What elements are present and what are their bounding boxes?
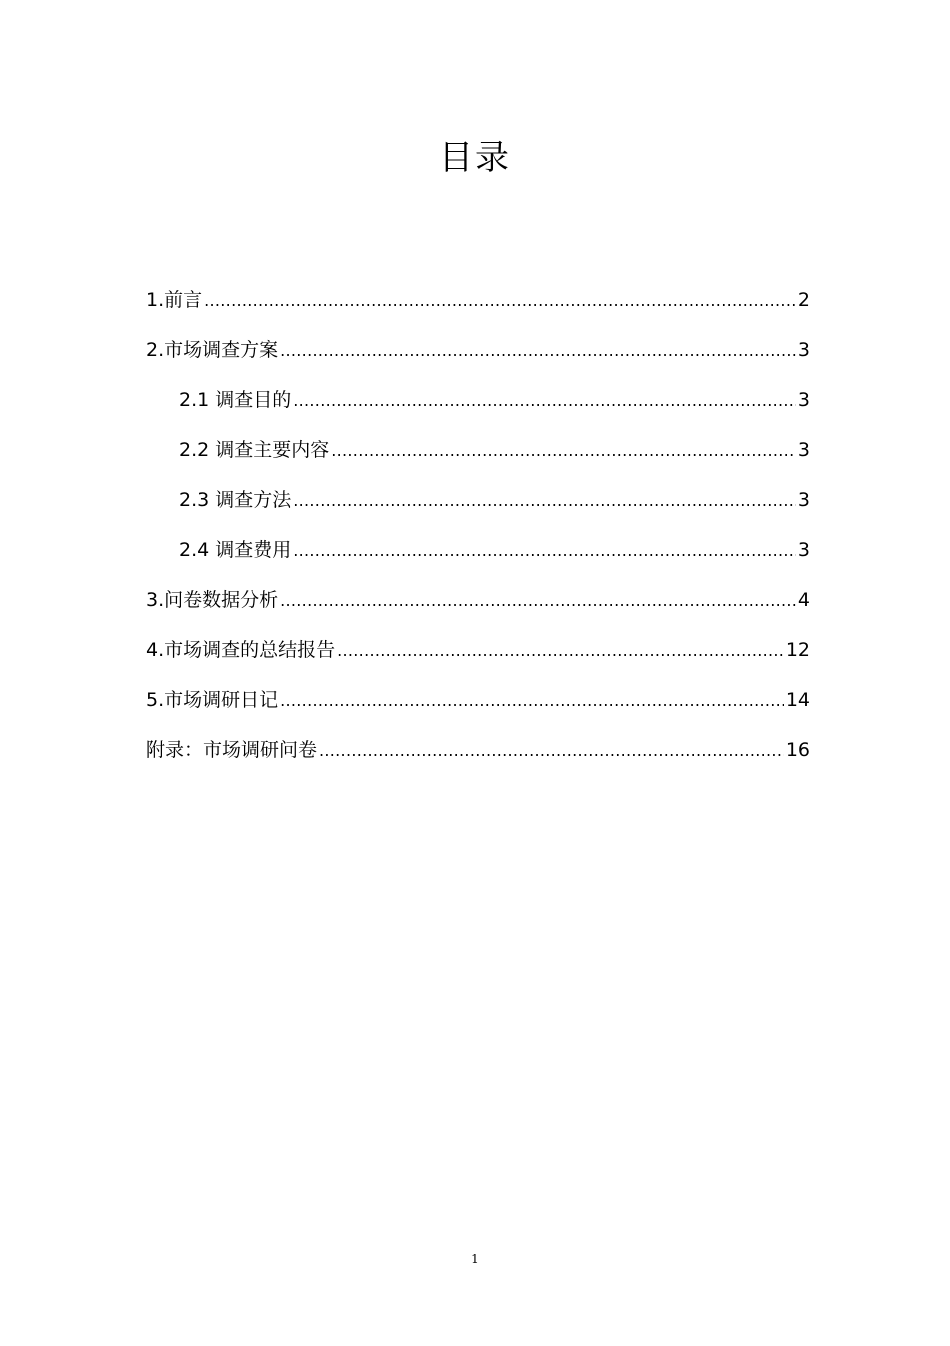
toc-entry-page: 3 <box>797 339 810 361</box>
toc-entry-page: 3 <box>797 389 810 411</box>
toc-entry-data-analysis[interactable] <box>146 585 810 635</box>
toc-entry-page: 12 <box>785 639 810 661</box>
toc-entry-text: 1.前言 <box>146 289 203 311</box>
toc-entry-text: 2.3 调查方法 <box>179 489 292 511</box>
toc-dot-leader <box>319 736 784 766</box>
toc-entry-page: 3 <box>797 489 810 511</box>
toc-entry-page: 3 <box>797 539 810 561</box>
toc-entry-page: 3 <box>797 439 810 461</box>
toc-entry-page: 4 <box>797 589 810 611</box>
toc-entry-summary-report[interactable] <box>146 635 810 685</box>
page-footer-number: 1 <box>471 1252 479 1266</box>
toc-entry-page: 16 <box>785 739 810 761</box>
toc-dot-leader <box>280 586 796 616</box>
toc-dot-leader <box>337 636 784 666</box>
toc-entry-text: 2.1 调查目的 <box>179 389 292 411</box>
toc-entry-page: 2 <box>797 289 810 311</box>
toc-dot-leader <box>280 686 784 716</box>
toc-entry-survey-cost[interactable] <box>146 535 810 585</box>
toc-dot-leader <box>280 336 796 366</box>
toc-entry-preface[interactable] <box>146 285 810 335</box>
toc-entry-survey-purpose[interactable] <box>146 385 810 435</box>
toc-entry-survey-plan[interactable] <box>146 335 810 385</box>
table-of-contents <box>146 285 810 785</box>
toc-entry-text: 2.4 调查费用 <box>179 539 292 561</box>
toc-entry-survey-method[interactable] <box>146 485 810 535</box>
toc-entry-text: 附录：市场调研问卷 <box>146 739 318 761</box>
toc-entry-text: 2.2 调查主要内容 <box>179 439 330 461</box>
toc-entry-text: 5.市场调研日记 <box>146 689 279 711</box>
toc-entry-text: 3.问卷数据分析 <box>146 589 279 611</box>
toc-entry-appendix-questionnaire[interactable] <box>146 735 810 785</box>
toc-entry-text: 4.市场调查的总结报告 <box>146 639 336 661</box>
toc-dot-leader <box>293 536 796 566</box>
toc-entry-survey-content[interactable] <box>146 435 810 485</box>
toc-entry-research-diary[interactable] <box>146 685 810 735</box>
toc-dot-leader <box>293 386 796 416</box>
page-title: 目录 <box>439 138 511 178</box>
toc-dot-leader <box>204 286 796 316</box>
toc-entry-page: 14 <box>785 689 810 711</box>
toc-dot-leader <box>331 436 796 466</box>
toc-dot-leader <box>293 486 796 516</box>
toc-entry-text: 2.市场调查方案 <box>146 339 279 361</box>
